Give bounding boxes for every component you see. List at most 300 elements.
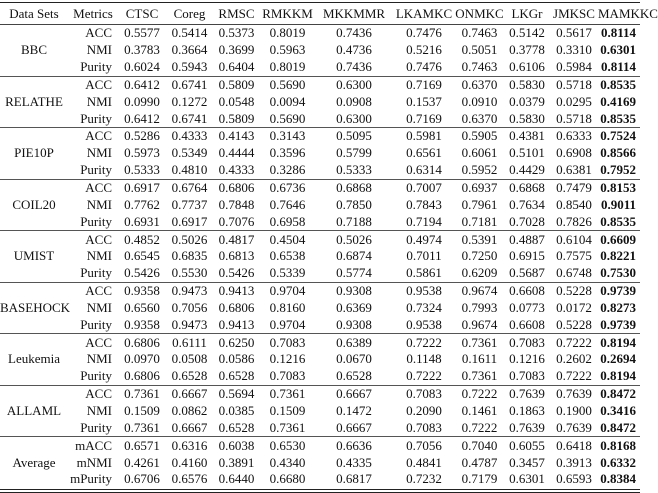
table-row — [0, 42, 640, 59]
value-cell: 0.6111 — [166, 334, 213, 351]
metric-label: ACC — [68, 128, 118, 145]
value-cell: 0.9704 — [260, 282, 315, 299]
value-cell: 0.7040 — [455, 437, 504, 454]
value-cell: 0.9308 — [315, 282, 393, 299]
value-cell: 0.6817 — [336, 471, 372, 487]
value-cell: 0.2090 — [406, 402, 442, 418]
table-row — [0, 300, 640, 317]
value-cell: 0.4736 — [336, 42, 372, 58]
table-row — [0, 282, 640, 299]
value-cell: 0.7436 — [336, 25, 372, 41]
value-cell: 0.9413 — [213, 282, 260, 299]
dataset-name: Average — [0, 437, 68, 488]
metric-label: Purity — [80, 265, 112, 281]
value-cell: 0.7188 — [336, 213, 372, 229]
value-cell: 0.4817 — [213, 231, 260, 248]
table-row — [0, 110, 640, 127]
value-cell: 0.6370 — [455, 76, 504, 93]
value-cell: 0.6680 — [269, 471, 306, 487]
dataset-name: ALLAML — [0, 385, 68, 437]
value-cell: 0.6806 — [213, 179, 260, 196]
value-cell: 0.6528 — [336, 368, 372, 384]
value-cell: 0.7083 — [406, 419, 442, 435]
best-value-cell: 0.8566 — [600, 145, 636, 161]
value-cell: 0.5216 — [406, 42, 442, 58]
value-cell: 0.7028 — [509, 213, 545, 229]
table-row — [0, 162, 640, 179]
value-cell: 0.1611 — [461, 351, 498, 367]
best-value-cell: 0.9739 — [598, 282, 640, 299]
column-header: RMSC — [213, 3, 260, 25]
value-cell: 0.1472 — [336, 402, 372, 418]
value-cell: 0.3596 — [269, 145, 306, 161]
value-cell: 0.8019 — [269, 59, 306, 75]
best-value-cell: 0.8535 — [600, 213, 636, 229]
value-cell: 0.7222 — [461, 419, 498, 435]
value-cell: 0.6937 — [455, 179, 504, 196]
value-cell: 0.1509 — [269, 402, 306, 418]
value-cell: 0.7222 — [455, 385, 504, 402]
value-cell: 0.6024 — [124, 59, 160, 75]
value-cell: 0.9308 — [336, 316, 372, 332]
table-row — [0, 437, 640, 454]
value-cell: 0.4974 — [393, 231, 455, 248]
value-cell: 0.7222 — [393, 334, 455, 351]
value-cell: 0.9473 — [166, 282, 213, 299]
value-cell: 0.6908 — [556, 145, 592, 161]
value-cell: 0.5718 — [556, 110, 592, 126]
value-cell: 0.7436 — [336, 59, 372, 75]
value-cell: 0.0670 — [336, 351, 372, 367]
value-cell: 0.7011 — [406, 248, 442, 264]
column-header: LKGr — [504, 3, 550, 25]
value-cell: 0.0172 — [556, 299, 592, 315]
metric-label: NMI — [86, 351, 112, 367]
value-cell: 0.6412 — [124, 110, 160, 126]
table-row — [0, 419, 640, 436]
value-cell: 0.6301 — [509, 471, 545, 487]
value-cell: 0.7961 — [461, 196, 498, 212]
table-row — [0, 385, 640, 402]
value-cell: 0.6333 — [550, 128, 598, 145]
value-cell: 0.1216 — [509, 351, 545, 367]
value-cell: 0.5952 — [461, 162, 498, 178]
metric-label: ACC — [68, 385, 118, 402]
value-cell: 0.7476 — [406, 25, 442, 41]
value-cell: 0.5339 — [269, 265, 306, 281]
value-cell: 0.1148 — [406, 351, 442, 367]
table-row — [0, 471, 640, 488]
value-cell: 0.5963 — [269, 42, 306, 58]
value-cell: 0.6608 — [504, 282, 550, 299]
value-cell: 0.7169 — [393, 76, 455, 93]
value-cell: 0.6806 — [118, 334, 166, 351]
results-table — [0, 2, 658, 488]
metric-label: NMI — [86, 42, 112, 58]
value-cell: 0.7850 — [336, 196, 372, 212]
dataset-name: COIL20 — [0, 179, 68, 231]
metric-label: ACC — [68, 282, 118, 299]
value-cell: 0.0094 — [269, 93, 306, 109]
value-cell: 0.9473 — [171, 316, 208, 332]
value-cell: 0.4841 — [406, 454, 442, 470]
metric-label: NMI — [86, 196, 112, 212]
value-cell: 0.5973 — [124, 145, 160, 161]
value-cell: 0.6593 — [556, 471, 592, 487]
value-cell: 0.6316 — [166, 437, 213, 454]
value-cell: 0.1537 — [406, 93, 442, 109]
value-cell: 0.7826 — [556, 213, 592, 229]
value-cell: 0.6806 — [124, 368, 160, 384]
value-cell: 0.3778 — [509, 42, 545, 58]
value-cell: 0.0970 — [124, 351, 160, 367]
metric-label: mPurity — [70, 471, 112, 487]
best-value-cell: 0.8168 — [598, 437, 640, 454]
value-cell: 0.7639 — [504, 385, 550, 402]
value-cell: 0.6370 — [461, 110, 498, 126]
table-row — [0, 334, 640, 351]
best-value-cell: 0.8472 — [598, 385, 640, 402]
value-cell: 0.7993 — [461, 299, 498, 315]
value-cell: 0.5414 — [171, 25, 208, 41]
value-cell: 0.7179 — [461, 471, 498, 487]
metric-label: NMI — [86, 299, 112, 315]
value-cell: 0.5333 — [124, 162, 160, 178]
value-cell: 0.6530 — [260, 437, 315, 454]
value-cell: 0.7639 — [556, 419, 592, 435]
table-row — [0, 196, 640, 213]
value-cell: 0.6314 — [406, 162, 442, 178]
value-cell: 0.9538 — [406, 316, 442, 332]
value-cell: 0.7479 — [550, 179, 598, 196]
value-cell: 0.5349 — [171, 145, 208, 161]
value-cell: 0.7083 — [504, 334, 550, 351]
value-cell: 0.6560 — [124, 299, 160, 315]
value-cell: 0.6104 — [550, 231, 598, 248]
value-cell: 0.9674 — [455, 282, 504, 299]
best-value-cell: 0.6609 — [598, 231, 640, 248]
value-cell: 0.4333 — [166, 128, 213, 145]
value-cell: 0.5617 — [556, 25, 592, 41]
dataset-name: BASEHOCK — [0, 282, 68, 334]
value-cell: 0.6418 — [550, 437, 598, 454]
best-value-cell: 0.8194 — [598, 334, 640, 351]
column-header: Metrics — [68, 3, 118, 25]
value-cell: 0.6741 — [171, 110, 208, 126]
value-cell: 0.3143 — [260, 128, 315, 145]
value-cell: 0.7083 — [393, 385, 455, 402]
value-cell: 0.5228 — [550, 282, 598, 299]
value-cell: 0.4504 — [260, 231, 315, 248]
value-cell: 0.7361 — [461, 368, 498, 384]
table-row — [0, 316, 640, 333]
value-cell: 0.0385 — [218, 402, 255, 418]
metric-label: NMI — [86, 248, 112, 264]
value-cell: 0.4887 — [504, 231, 550, 248]
dataset-name: Leukemia — [0, 334, 68, 386]
best-value-cell: 0.7952 — [600, 162, 636, 178]
value-cell: 0.6528 — [218, 368, 255, 384]
value-cell: 0.7361 — [455, 334, 504, 351]
value-cell: 0.6300 — [336, 110, 372, 126]
value-cell: 0.6667 — [336, 419, 372, 435]
value-cell: 0.6561 — [406, 145, 442, 161]
metric-label: NMI — [86, 402, 112, 418]
value-cell: 0.5426 — [218, 265, 255, 281]
dataset-name: UMIST — [0, 231, 68, 283]
value-cell: 0.7083 — [509, 368, 545, 384]
best-value-cell: 0.8535 — [600, 110, 636, 126]
value-cell: 0.4335 — [336, 454, 372, 470]
value-cell: 0.5026 — [166, 231, 213, 248]
metric-label: ACC — [85, 25, 112, 41]
best-value-cell: 0.7530 — [600, 265, 636, 281]
metric-label: Purity — [80, 162, 112, 178]
best-value-cell: 0.3416 — [600, 402, 636, 418]
value-cell: 0.3913 — [556, 454, 592, 470]
best-value-cell: 0.8384 — [600, 471, 636, 487]
value-cell: 0.6576 — [171, 471, 208, 487]
value-cell: 0.6055 — [504, 437, 550, 454]
value-cell: 0.7848 — [218, 196, 255, 212]
column-header: JMKSC — [550, 3, 598, 25]
value-cell: 0.7324 — [406, 299, 442, 315]
value-cell: 0.6412 — [118, 76, 166, 93]
value-cell: 0.5286 — [118, 128, 166, 145]
value-cell: 0.4810 — [171, 162, 208, 178]
value-cell: 0.7575 — [556, 248, 592, 264]
column-header: CTSC — [118, 3, 166, 25]
metric-label: mACC — [68, 437, 118, 454]
value-cell: 0.6667 — [166, 385, 213, 402]
metric-label: mNMI — [76, 454, 112, 470]
value-cell: 0.5809 — [218, 110, 255, 126]
value-cell: 0.5530 — [171, 265, 208, 281]
value-cell: 0.6917 — [171, 213, 208, 229]
value-cell: 0.7222 — [406, 368, 442, 384]
value-cell: 0.5095 — [315, 128, 393, 145]
value-cell: 0.5391 — [455, 231, 504, 248]
value-cell: 0.7007 — [393, 179, 455, 196]
metric-label: ACC — [68, 76, 118, 93]
value-cell: 0.4261 — [124, 454, 160, 470]
best-value-cell: 0.7524 — [598, 128, 640, 145]
value-cell: 0.6835 — [171, 248, 208, 264]
value-cell: 0.6636 — [315, 437, 393, 454]
value-cell: 0.6571 — [118, 437, 166, 454]
value-cell: 0.7232 — [406, 471, 442, 487]
metric-label: Purity — [80, 213, 112, 229]
column-header: MAMKKC — [598, 3, 640, 25]
value-cell: 0.0295 — [556, 93, 592, 109]
value-cell: 0.0586 — [218, 351, 255, 367]
value-cell: 0.9674 — [461, 316, 498, 332]
table-row — [0, 213, 640, 230]
value-cell: 0.7476 — [406, 59, 442, 75]
value-cell: 0.5373 — [218, 25, 255, 41]
value-cell: 0.6874 — [336, 248, 372, 264]
best-value-cell: 0.6332 — [600, 454, 636, 470]
value-cell: 0.6868 — [504, 179, 550, 196]
value-cell: 0.4143 — [213, 128, 260, 145]
value-cell: 0.0910 — [461, 93, 498, 109]
value-cell: 0.6813 — [218, 248, 255, 264]
value-cell: 0.6736 — [260, 179, 315, 196]
value-cell: 0.6741 — [166, 76, 213, 93]
value-cell: 0.5943 — [171, 59, 208, 75]
value-cell: 0.7762 — [124, 196, 160, 212]
value-cell: 0.0862 — [171, 402, 208, 418]
table-row — [0, 25, 640, 42]
best-value-cell: 0.8535 — [598, 76, 640, 93]
value-cell: 0.4333 — [218, 162, 255, 178]
value-cell: 0.6389 — [315, 334, 393, 351]
value-cell: 0.6917 — [118, 179, 166, 196]
value-cell: 0.6915 — [509, 248, 545, 264]
value-cell: 0.7181 — [461, 213, 498, 229]
metric-label: ACC — [68, 179, 118, 196]
metric-label: Purity — [80, 59, 112, 75]
value-cell: 0.1509 — [124, 402, 160, 418]
dataset-name: BBC — [20, 42, 47, 58]
value-cell: 0.1863 — [509, 402, 545, 418]
value-cell: 0.2602 — [556, 351, 592, 367]
value-cell: 0.6608 — [509, 316, 545, 332]
value-cell: 0.5809 — [213, 76, 260, 93]
value-cell: 0.5333 — [336, 162, 372, 178]
value-cell: 0.6381 — [556, 162, 592, 178]
table-row — [0, 128, 640, 145]
value-cell: 0.6538 — [269, 248, 306, 264]
value-cell: 0.5228 — [556, 316, 592, 332]
value-cell: 0.9413 — [218, 316, 255, 332]
value-cell: 0.6528 — [218, 419, 255, 435]
value-cell: 0.5694 — [213, 385, 260, 402]
metric-label: ACC — [68, 334, 118, 351]
value-cell: 0.6667 — [171, 419, 208, 435]
value-cell: 0.7639 — [550, 385, 598, 402]
value-cell: 0.0508 — [171, 351, 208, 367]
dataset-name: RELATHE — [0, 76, 68, 128]
value-cell: 0.5687 — [509, 265, 545, 281]
best-value-cell: 0.8114 — [600, 59, 636, 75]
value-cell: 0.3699 — [218, 42, 255, 58]
value-cell: 0.5718 — [550, 76, 598, 93]
value-cell: 0.7056 — [171, 299, 208, 315]
value-cell: 0.4160 — [171, 454, 208, 470]
value-cell: 0.5690 — [269, 110, 306, 126]
value-cell: 0.7250 — [461, 248, 498, 264]
value-cell: 0.9358 — [124, 316, 160, 332]
value-cell: 0.5142 — [509, 25, 545, 41]
value-cell: 0.5426 — [124, 265, 160, 281]
value-cell: 0.7737 — [171, 196, 208, 212]
table-row — [0, 248, 640, 265]
best-value-cell: 0.8221 — [600, 248, 636, 264]
value-cell: 0.7639 — [509, 419, 545, 435]
value-cell: 0.4429 — [509, 162, 545, 178]
column-header: RMKKM — [260, 3, 315, 25]
value-cell: 0.8019 — [269, 25, 306, 41]
value-cell: 0.6250 — [213, 334, 260, 351]
metric-label: Purity — [80, 316, 112, 332]
metric-label: Purity — [80, 368, 112, 384]
value-cell: 0.5905 — [455, 128, 504, 145]
value-cell: 0.7361 — [269, 419, 306, 435]
header-row — [0, 3, 640, 25]
value-cell: 0.6667 — [315, 385, 393, 402]
value-cell: 0.8540 — [556, 196, 592, 212]
value-cell: 0.4852 — [118, 231, 166, 248]
value-cell: 0.5026 — [315, 231, 393, 248]
table-row — [0, 93, 640, 110]
value-cell: 0.9538 — [393, 282, 455, 299]
value-cell: 0.6748 — [556, 265, 592, 281]
value-cell: 0.5051 — [461, 42, 498, 58]
metric-label: Purity — [80, 419, 112, 435]
value-cell: 0.1461 — [461, 402, 498, 418]
table-row — [0, 59, 640, 76]
value-cell: 0.4381 — [504, 128, 550, 145]
value-cell: 0.6404 — [218, 59, 255, 75]
best-value-cell: 0.2694 — [600, 351, 636, 367]
metric-label: Purity — [80, 110, 112, 126]
value-cell: 0.3310 — [556, 42, 592, 58]
value-cell: 0.6545 — [124, 248, 160, 264]
value-cell: 0.9358 — [118, 282, 166, 299]
value-cell: 0.4340 — [269, 454, 306, 470]
value-cell: 0.5101 — [509, 145, 545, 161]
value-cell: 0.6209 — [461, 265, 498, 281]
value-cell: 0.7463 — [461, 59, 498, 75]
value-cell: 0.6106 — [509, 59, 545, 75]
value-cell: 0.5799 — [336, 145, 372, 161]
value-cell: 0.3783 — [124, 42, 160, 58]
value-cell: 0.7076 — [218, 213, 255, 229]
value-cell: 0.1900 — [556, 402, 592, 418]
value-cell: 0.6528 — [171, 368, 208, 384]
metric-label: ACC — [68, 231, 118, 248]
value-cell: 0.8160 — [269, 299, 306, 315]
column-header: Data Sets — [0, 3, 68, 25]
value-cell: 0.6868 — [315, 179, 393, 196]
value-cell: 0.6806 — [218, 299, 255, 315]
dataset-name: PIE10P — [0, 128, 68, 180]
column-header: LKAMKC — [393, 3, 455, 25]
value-cell: 0.0990 — [124, 93, 160, 109]
best-value-cell: 0.8472 — [600, 419, 636, 435]
value-cell: 0.7056 — [393, 437, 455, 454]
metric-label: NMI — [86, 93, 112, 109]
value-cell: 0.1272 — [171, 93, 208, 109]
value-cell: 0.4444 — [218, 145, 255, 161]
table-row — [0, 231, 640, 248]
value-cell: 0.7222 — [556, 368, 592, 384]
best-value-cell: 0.4169 — [600, 93, 636, 109]
value-cell: 0.7361 — [118, 385, 166, 402]
value-cell: 0.5981 — [393, 128, 455, 145]
best-value-cell: 0.8153 — [598, 179, 640, 196]
value-cell: 0.3286 — [269, 162, 306, 178]
value-cell: 0.6300 — [315, 76, 393, 93]
value-cell: 0.7634 — [509, 196, 545, 212]
value-cell: 0.6931 — [124, 213, 160, 229]
column-header: Coreg — [166, 3, 213, 25]
value-cell: 0.9704 — [269, 316, 306, 332]
table-row — [0, 368, 640, 385]
column-header: ONMKC — [455, 3, 504, 25]
value-cell: 0.6061 — [461, 145, 498, 161]
